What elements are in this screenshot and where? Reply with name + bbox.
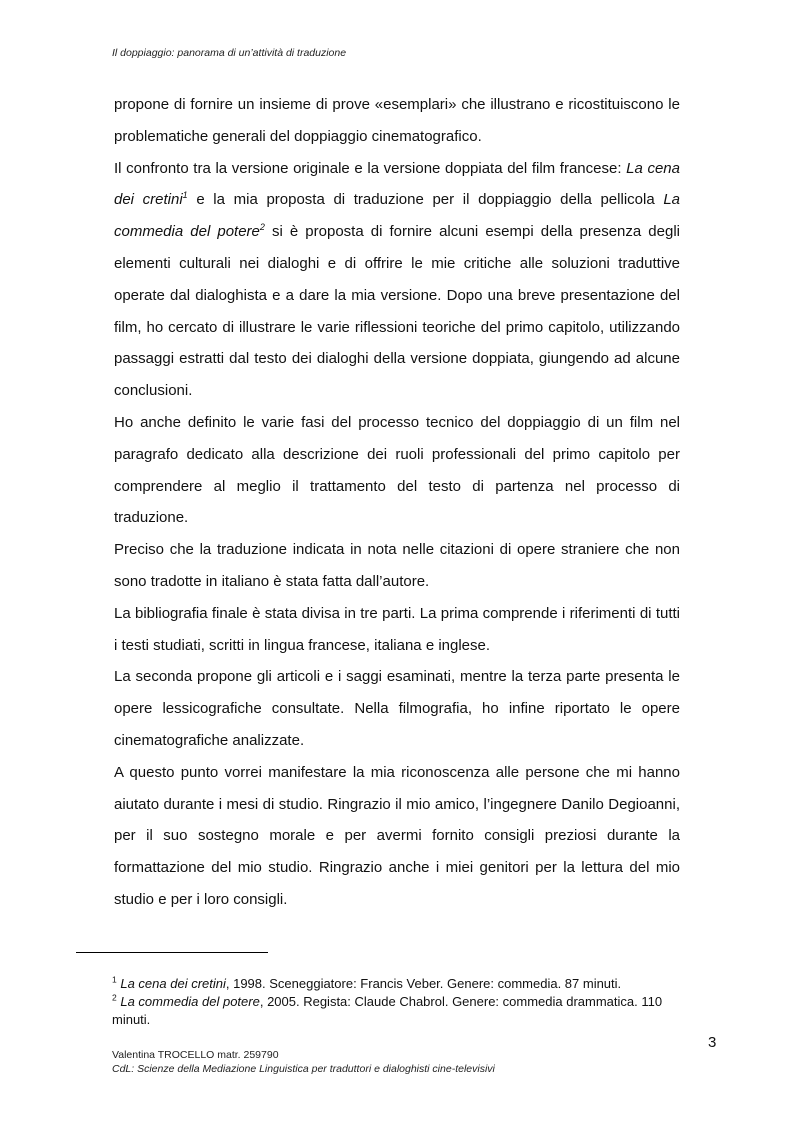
- page-number: 3: [708, 1034, 717, 1051]
- paragraph-3: Ho anche definito le varie fasi del processo tecnico del doppiaggio di un film nel paragrafo dedicato alla descrizione dei ruoli professionali del primo capitolo per comprendere al meglio il trattamento del testo di partenza nel processo di traduzione.: [114, 413, 680, 527]
- page-footer: [112, 1048, 495, 1076]
- footnote-number: 2: [112, 992, 117, 1003]
- footnote-text: , 1998. Sceneggiatore: Francis Veber. Genere: commedia. 87 minuti.: [225, 976, 622, 991]
- footer-course: CdL: Scienze della Mediazione Linguistica per traduttori e dialoghisti cine-televisivi: [112, 1063, 495, 1075]
- paragraph-7: A questo punto vorrei manifestare la mia riconoscenza alle persone che mi hanno aiutato durante i mesi di studio. Ringrazio il mio amico, l’ingegnere Danilo Degioanni, per il suo sostegno morale e per avermi fornito consigli preziosi durante la formattazione del mio studio. Ringrazio anche i miei genitori per la lettura del mio studio e per i loro consigli.: [114, 763, 680, 908]
- footnote-title: La cena dei cretini: [120, 976, 226, 991]
- footnote-ref-1[interactable]: 1: [182, 190, 188, 201]
- paragraph-2: [114, 153, 680, 407]
- paragraph-4: Preciso che la traduzione indicata in nota nelle citazioni di opere straniere che non sono tradotte in italiano è stata fatta dall’autore.: [114, 541, 680, 590]
- footnotes: [112, 975, 687, 1029]
- footnote-number: 1: [112, 974, 117, 985]
- footnote-separator: [76, 952, 268, 953]
- footnote-ref-2[interactable]: 2: [259, 222, 265, 233]
- footnote-1: [112, 975, 687, 993]
- running-header: Il doppiaggio: panorama di un’attività di traduzione: [112, 47, 347, 59]
- paragraph-5: La bibliografia finale è stata divisa in tre parti. La prima comprende i riferimenti di tutti i testi studiati, scritti in lingua francese, italiana e inglese.: [114, 604, 680, 654]
- film-title-2: La commedia del potere: [114, 191, 680, 241]
- main-text: [114, 89, 680, 916]
- paragraph-6: La seconda propone gli articoli e i saggi esaminati, mentre la terza parte presenta le opere lessicografiche consultate. Nella filmografia, ho infine riportato le opere cinematografiche analizzate.: [114, 668, 680, 749]
- paragraph-2-text-b: e la mia proposta di traduzione per il doppiaggio della pellicola: [187, 191, 664, 209]
- footnote-text: , 2005. Regista: Claude Chabrol. Genere: commedia drammatica. 110 minuti.: [112, 994, 663, 1027]
- footnote-2: [112, 993, 687, 1029]
- footer-author: Valentina TROCELLO matr. 259790: [112, 1049, 279, 1061]
- film-title-1: La cena dei cretini: [114, 159, 680, 209]
- footnote-title: La commedia del potere: [120, 994, 260, 1009]
- paragraph-1: propone di fornire un insieme di prove «esemplari» che illustrano e ricostituiscono le problematiche generali del doppiaggio cinematografico.: [114, 96, 680, 145]
- paragraph-2-text-a: Il confronto tra la versione originale e la versione doppiata del film francese:: [114, 159, 627, 177]
- paragraph-2-text-c: si è proposta di fornire alcuni esempi della presenza degli elementi culturali nei dialoghi e di offrire le mie critiche alle soluzioni traduttive operate dal dialoghista e a dare la mia versione. Dopo una breve presentazione del film, ho cercato di illustrare le varie riflessioni teoriche del primo capitolo, utilizzando passaggi estratti dal testo dei dialoghi della versione doppiata, giungendo ad alcune conclusioni.: [114, 223, 680, 400]
